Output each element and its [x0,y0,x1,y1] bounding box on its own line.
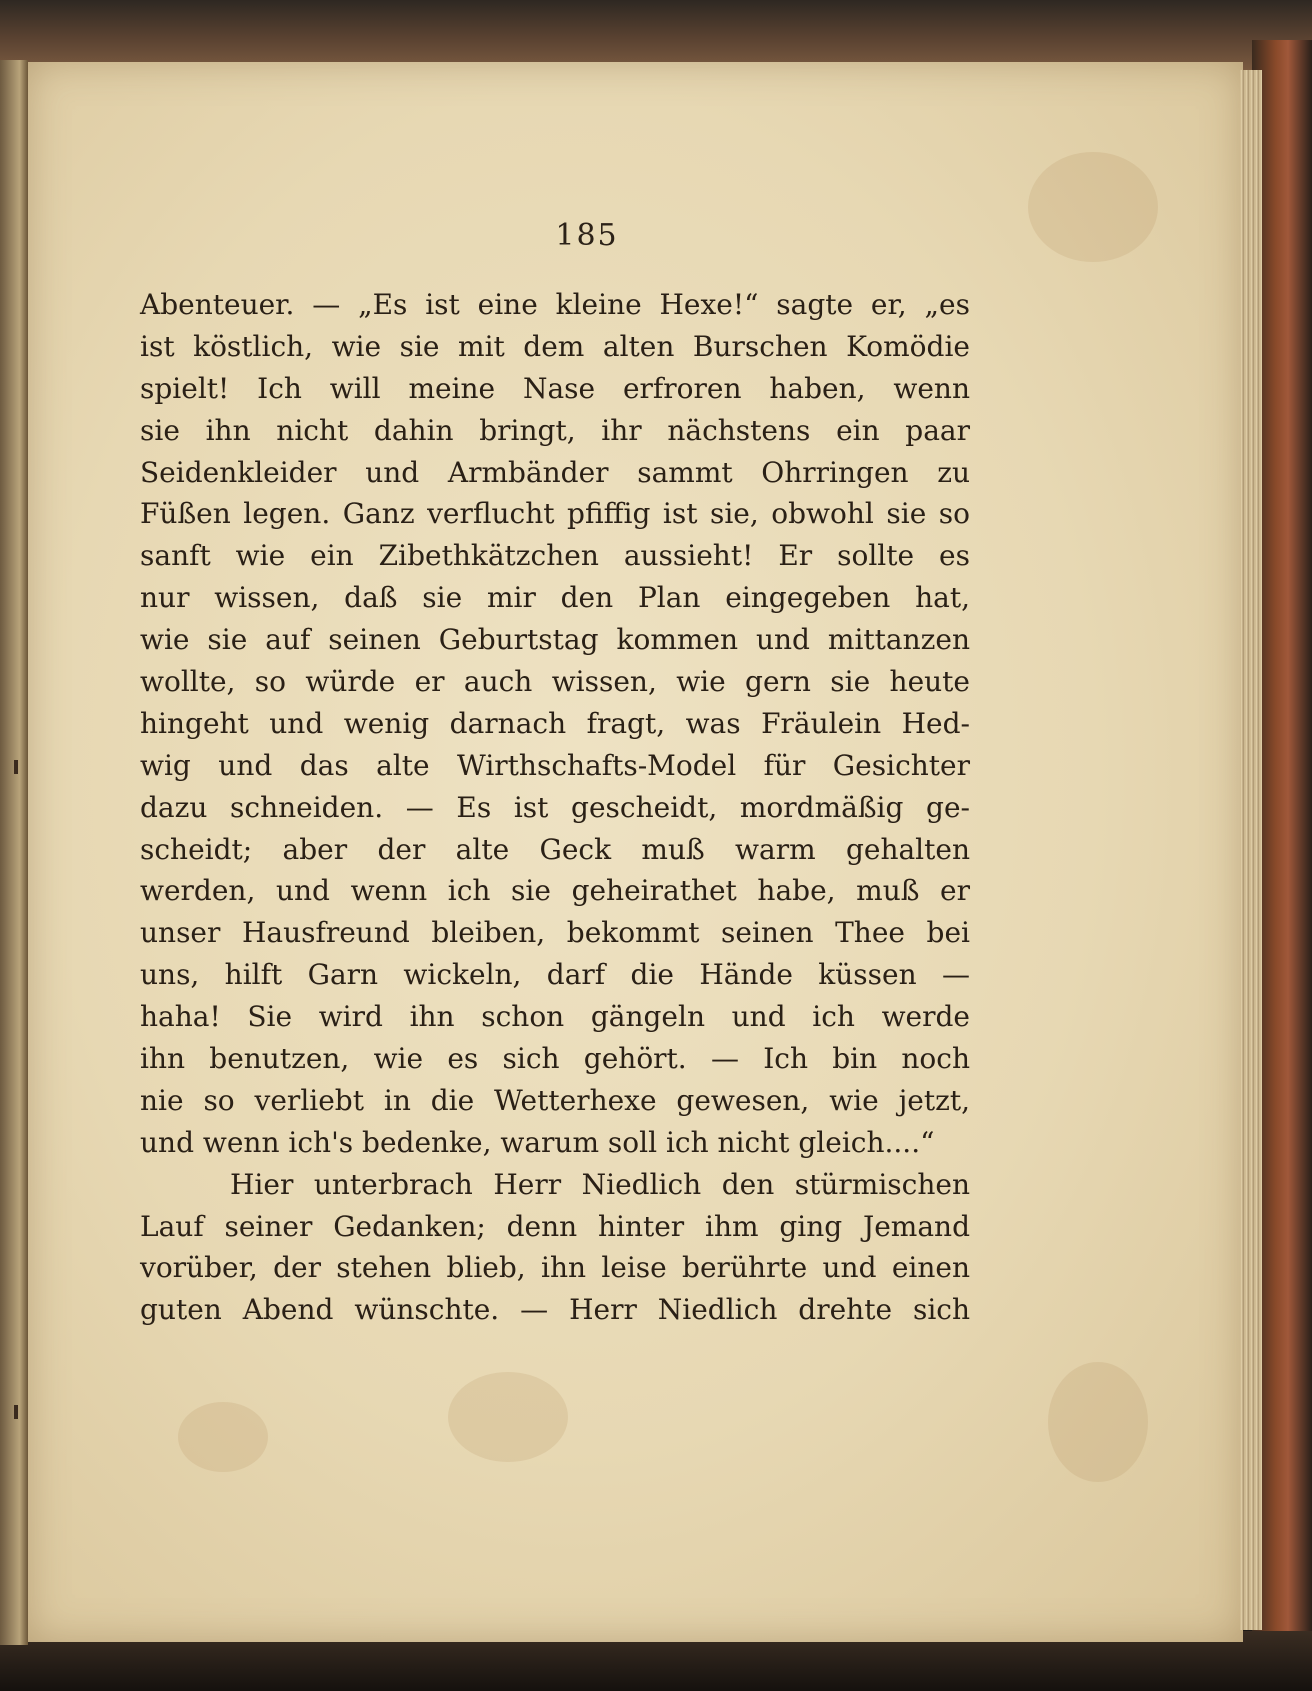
text-line: hingeht und wenig darnach fragt, was Fräulein Hed- [140,706,970,740]
text-line: uns, hilft Garn wickeln, darf die Hände küssen — [140,958,970,992]
text-line: und wenn ich's bedenke, warum soll ich nicht gleich....“ [140,1125,935,1159]
text-line: wie sie auf seinen Geburtstag kommen und mittanzen [140,623,970,657]
text-line: spielt! Ich will meine Nase erfroren haben, wenn [140,371,970,405]
text-line: werden, und wenn ich sie geheirathet habe, muß er [140,874,970,908]
text-line: Füßen legen. Ganz verflucht pfiffig ist sie, obwohl sie so [140,497,970,531]
text-line: nie so verliebt in die Wetterhexe gewesen, wie jetzt, [140,1083,970,1117]
margin-mark [14,1405,18,1419]
text-line: ist köstlich, wie sie mit dem alten Burschen Komödie [140,329,970,363]
paper-stain [1048,1362,1148,1482]
text-line: vorüber, der stehen blieb, ihn leise berührte und einen [140,1251,970,1285]
text-line: ihn benutzen, wie es sich gehört. — Ich bin noch [140,1042,970,1076]
text-line: dazu schneiden. — Es ist gescheidt, mordmäßig ge- [140,790,970,824]
text-line: scheidt; aber der alte Geck muß warm gehalten [140,832,970,866]
margin-mark [14,760,18,774]
page-number: 185 [555,218,619,253]
body-text [140,284,970,1331]
text-line: Seidenkleider und Armbänder sammt Ohrringen zu [140,455,970,489]
text-line: Hier unterbrach Herr Niedlich den stürmischen [230,1167,970,1201]
text-line: haha! Sie wird ihn schon gängeln und ich werde [140,1000,970,1034]
book-cover-top-edge [0,0,1312,70]
text-line: guten Abend wünschte. — Herr Niedlich drehte sich [140,1293,970,1327]
text-line: Lauf seiner Gedanken; denn hinter ihm ging Jemand [140,1209,970,1243]
paper-stain [178,1402,268,1472]
text-line: nur wissen, daß sie mir den Plan eingegeben hat, [140,581,970,615]
text-line: Abenteuer. — „Es ist eine kleine Hexe!“ sagte er, „es [140,288,970,321]
text-line: sanft wie ein Zibethkätzchen aussieht! Er sollte es [140,539,970,573]
text-line: sie ihn nicht dahin bringt, ihr nächstens ein paar [140,413,970,447]
paper-stain [1028,152,1158,262]
text-line: unser Hausfreund bleiben, bekommt seinen Thee bei [140,916,970,950]
page-stack-edges [1240,70,1262,1630]
paper-stain [448,1372,568,1462]
text-line: wig und das alte Wirthschafts-Model für Gesichter [140,748,970,782]
text-line: wollte, so würde er auch wissen, wie gern sie heute [140,665,970,699]
